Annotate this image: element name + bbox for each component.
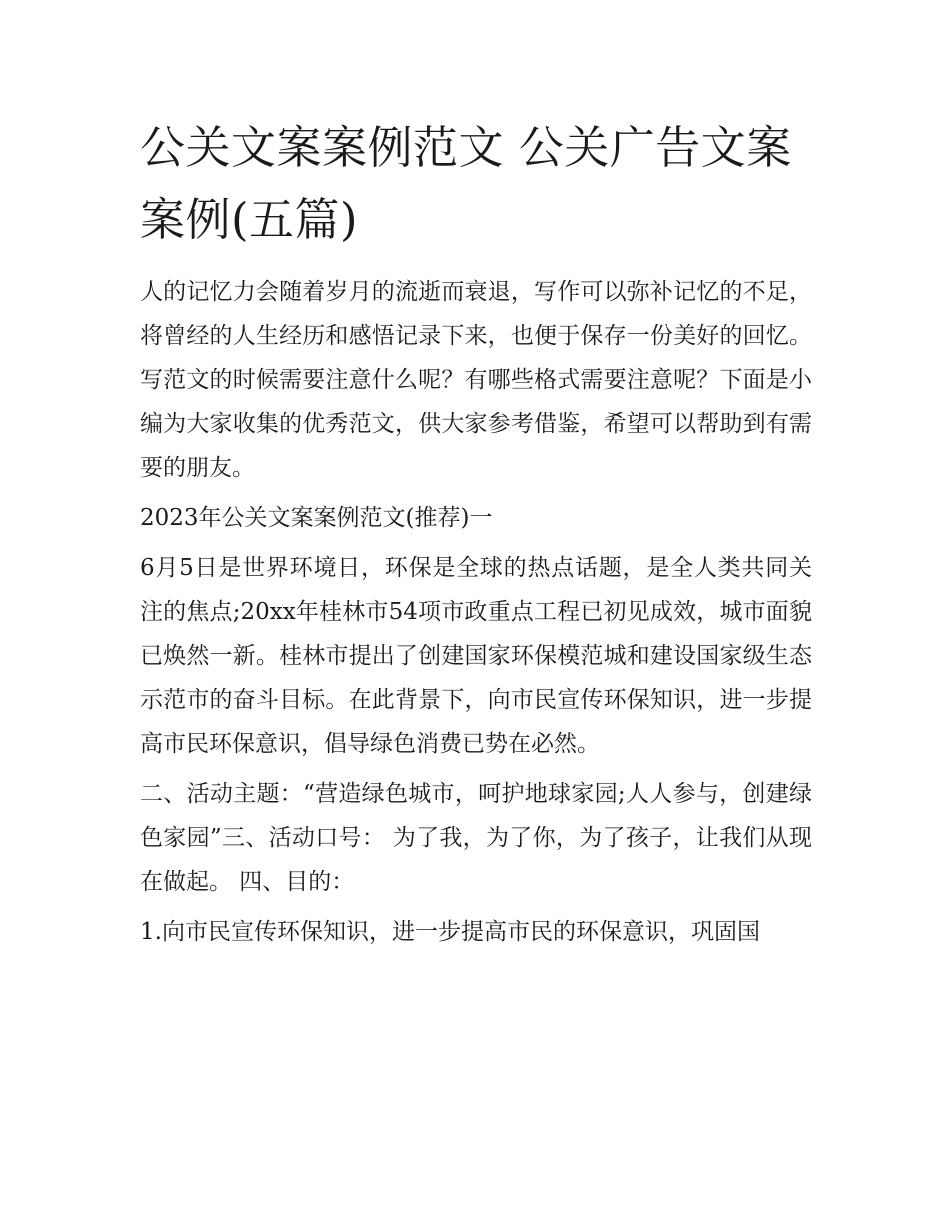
document-page [140, 112, 812, 954]
background-paragraph: 6月5日是世界环境日，环保是全球的热点话题，是全人类共同关注的焦点;20xx年桂林市54项市政重点工程已初见成效，城市面貌已焕然一新。桂林市提出了创建国家环保模范城和建设国家级生态示范市的奋斗目标。在此背景下，向市民宣传环保知识，进一步提高市民环保意识，倡导绿色消费已势在必然。 [140, 555, 812, 757]
purpose-item-1: 1.向市民宣传环保知识，进一步提高市民的环保意识，巩固国 [140, 919, 760, 945]
theme-slogan-paragraph: 二、活动主题：“营造绿色城市，呵护地球家园;人人参与，创建绿色家园”三、活动口号： 为了我，为了你，为了孩子，让我们从现在做起。 四、目的： [140, 781, 812, 895]
intro-paragraph: 人的记忆力会随着岁月的流逝而衰退，写作可以弥补记忆的不足，将曾经的人生经历和感悟记录下来，也便于保存一份美好的回忆。写范文的时候需要注意什么呢？有哪些格式需要注意呢？下面是小编为大家收集的优秀范文，供大家参考借鉴，希望可以帮助到有需要的朋友。 [140, 279, 812, 481]
document-title: 公关文案案例范文 公关广告文案案例(五篇) [140, 121, 792, 246]
section-heading: 2023年公关文案案例范文(推荐)一 [140, 505, 493, 531]
